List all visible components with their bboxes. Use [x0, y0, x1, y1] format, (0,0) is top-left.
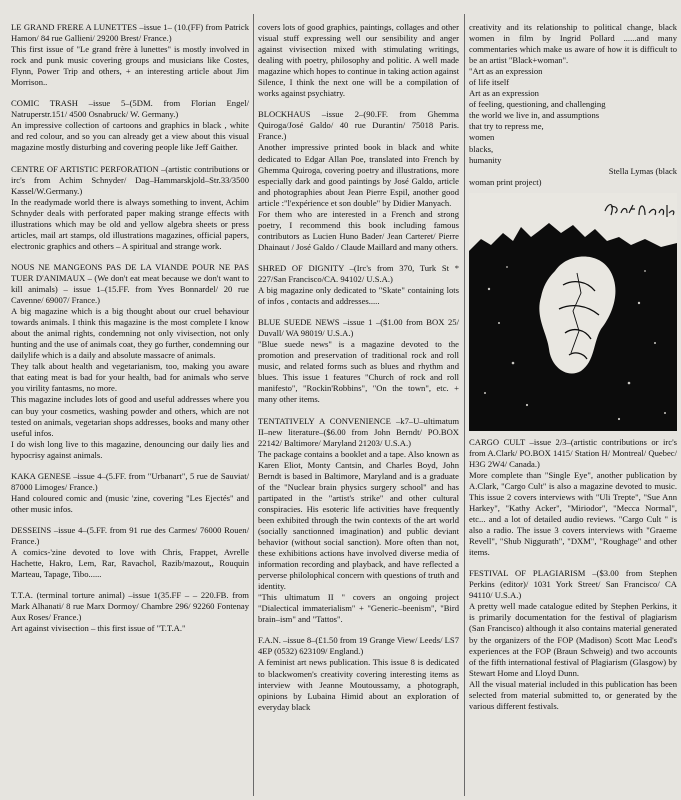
review-fan-continued — [469, 22, 677, 66]
review-heading: CENTRE OF ARTISTIC PERFORATION –(artistic contributions or irc's from Achim Schnyder/ Dag–Hammarskjold–Str.33/3500 Kassel/W.Germany.) — [11, 163, 249, 196]
review-paragraph: "This ultimatum II " covers an ongoing project "Dialectical immaterialism" + "Generic–beenism", "Bird brain–ism" and "Tattos". — [258, 592, 459, 625]
review-paragraph: Art against vivisection – this first issue of "T.T.A." — [11, 623, 186, 634]
review-paragraph: covers lots of good graphics, paintings, collages and other visual stuff expressing well our sensibility and anger against vivisection mixed with stimulating writings, dealing with poetry, philosophy and politic. A well made magazine which hopes to continue in taking action against Silence, I think the next one will be a compilation of works against psychiatry. — [258, 22, 459, 99]
review-paragraph: A comics-'zine devoted to love with Chris, Frappet, Avrelle Hachette, Hakro, Lem, Rar, Ravachol, Razib/mazout,, Rouquin Marteau, Tapage, Tibo...... — [11, 547, 249, 580]
review-heading: FESTIVAL OF PLAGIARISM –($3.00 from Stephen Perkins (editor)/ 1031 York Street/ San Francisco/ CA 94110/ U.S.A.) — [469, 568, 677, 601]
review-paragraph: A big magazine which is a big thought about our cruel behaviour towards animals. I think this magazine is the most complete I know about the animal rights, condemning not only vivisection, not only hunting and the use of animals coat, they go further, condemning our dailylife which is a daily and absolute massacre of animals. — [11, 306, 249, 361]
review-heading: DESSEINS –issue 4–(5.FF. from 91 rue des Carmes/ 76000 Rouen/ France.) — [11, 524, 249, 546]
review-kaka — [11, 471, 249, 515]
review-blue-suede — [258, 317, 459, 405]
review-paragraph: A big magazine only dedicated to "Skate" containing lots of infos , contacts and addresses..... — [258, 285, 459, 307]
review-paragraph: For them who are interested in a French and strong poetry, I recommend this book including famous contributors as Lucien Huno Bader/ Jean Carteret/ Pierre Dhainaut / José Galdo / Claude Maillard and many others. — [258, 208, 459, 252]
review-paragraph: More complete than "Single Eye", another publication by A.Clark, "Cargo Cult" is also a magazine devoted to music. This issue 2 covers interviews with "Uli Trepte", "Sue Ann Harkey", "Kathy Acker", "Miriodor", "Mecca Normal", etc... and a lot of detailed audio reviews. "Cargo Cult " is also a radio. The issue 3 covers interviews with "Graeme Revell", "Shub Niggurath", "DXM", "Roughage" and other items. — [469, 469, 677, 558]
review-heading: NOUS NE MANGEONS PAS DE LA VIANDE POUR NE PAS TUER D'ANIMAUX – (We don't eat meat because we don't want to kill animals) – issue 1–(15.FF. from Yves Bonnardel/ 20 rue Cavenne/ 69007/ France.) — [11, 261, 249, 306]
review-paragraph: I do wish long live to this magazine, denouncing our daily lies and hypocrisy against animals. — [11, 438, 249, 460]
review-heading: F.A.N. –issue 8–(£1.50 from 19 Grange View/ Leeds/ LS7 4EP (0532) 623109/ England.) — [258, 635, 459, 657]
review-heading: BLUE SUEDE NEWS –issue 1 –($1.00 from BOX 25/ Duvall/ WA 98019/ U.S.A.) — [258, 317, 459, 339]
review-heading: BLOCKHAUS –issue 2–(90.FF. from Ghemma Quiroga/José Galdo/ 40 rue Durantin/ 75018 Paris. France.) — [258, 109, 459, 142]
review-perforation — [11, 164, 249, 252]
review-paragraph: The package contains a booklet and a tape. Also known as Karen Eliot, Monty Cantsin, and Charles Boyd, John Berndt is based in Baltimore, Maryland and is a graduate of the "Nuclear brain physics surgery school" and has partipated in the "artist's strike" and other cultural conspiracies. His esoteric life activities have frequently been exhibited through the twin contexts of the art world (socially sanctionned imagination) and public deviant behavior (without social sanction). More often than not, these exhibitions actions have involved diverse media of information recording and playback, and have reflected a perverse philolophical concern with questions of truth and identity. — [258, 448, 459, 592]
review-heading: COMIC TRASH –issue 5–(5DM. from Florian Engel/ Natruperstr.151/ 4500 Osnabruck/ W. Germany.) — [11, 98, 249, 120]
column-right — [469, 22, 677, 722]
review-animaux — [11, 262, 249, 461]
review-desseins — [11, 525, 249, 580]
artwork-illustration — [469, 193, 677, 431]
review-tta-cont — [258, 22, 459, 99]
review-blockhaus — [258, 109, 459, 253]
review-heading: CARGO CULT –issue 2/3–(artistic contributions or irc's from A.Clark/ PO.BOX 1415/ Station H/ Montreal/ Quebec/ H3G 2W4/ Canada.) — [469, 436, 677, 469]
review-comic-trash — [11, 98, 249, 153]
review-paragraph: This first issue of "Le grand frère à lunettes" is mostly involved in rock and punk music covering groups and musicians like Costes, Flynn, Power Trip and others, + an interesting article about Jim Morrison.. — [11, 44, 249, 88]
review-paragraph: Another impressive printed book in black and white dedicated to Edgar Allan Poe, translated into French by Ghemma Quiroga, covering poetry and illustrations, more especially dark and good paintings by José Galdo, article and photographies about Jean Pierre Espil, another good article :"l'expérience et son double" by Didier Manyach. — [258, 142, 459, 208]
review-paragraph: A feminist art news publication. This issue 8 is dedicated to blackwomen's creativity covering interesting items as interview with Jeanne Moutoussamy, a photograph, opinions by Lubaina Himid about an exploration of everyday black — [258, 657, 459, 712]
poem-line: humanity — [469, 154, 502, 165]
review-shred — [258, 263, 459, 307]
column-divider — [464, 14, 465, 796]
poem-line: that try to repress me, — [469, 121, 544, 132]
column-left — [11, 22, 249, 644]
poem-line: of life itself — [469, 77, 510, 88]
poem-line: "Art as an expression — [469, 66, 543, 77]
review-heading: TENTATIVELY A CONVENIENCE –k7–U–ultimatum II–new literature–($6.00 from John Berndt/ PO.BOX 22142/ Baltimore/ Maryland 21203/ U.S.A.) — [258, 415, 459, 448]
review-cargo-cult — [469, 437, 677, 559]
review-paragraph: A pretty well made catalogue edited by Stephen Perkins, it is primarily documentation for the festival of plagiarism (San Francisco) although it also contains material generated by the organizers of the FOP (Madison) Scott Mac Leod's experiences at the FOP (Braun Schweig) and two accounts of the fifth international festival of Plagiarism (Glasgow) by Stewart Home and Lloyd Dunn. — [469, 601, 677, 678]
review-fan — [258, 635, 459, 712]
review-heading: LE GRAND FRERE A LUNETTES –issue 1– (10.(FF) from Patrick Hamon/ 84 rue Gallieni/ 29200 Brest/ France.) — [11, 22, 249, 44]
review-paragraph: creativity and its relationship to political change, black women in film by Ingrid Pollard ......and many commentaries which make us aware of how it is difficult to be an artist "Black+woman". — [469, 22, 677, 66]
review-plagiarism — [469, 568, 677, 712]
review-heading: T.T.A. (terminal torture animal) –issue 1(35.FF – – 220.FB. from Mark Alhanati/ 8 rue Marx Dormoy/ Chambre 296/ 92260 Fontenay Aux Roses/ France.) — [11, 590, 249, 623]
review-tta — [11, 590, 249, 634]
review-paragraph: An impressive collection of cartoons and graphics in black , white and red colour, and so you can already get a view about this visual magazine mostly disturbing and covering people like Jeff Gaither. — [11, 120, 249, 153]
review-lunettes — [11, 22, 249, 88]
column-middle — [258, 22, 459, 723]
poem-line: of feeling, questioning, and challenging — [469, 99, 606, 110]
review-paragraph: "Blue suede news" is a magazine devoted to the promotion and preservation of traditional rock and roll music, and related forms such as blues and rhythm and blues. This issue 1 features "Church of rock and roll manifesto", "Rockin'Robbins", "On the town", etc. + many other items. — [258, 339, 459, 405]
poem-quote — [469, 66, 677, 188]
column-divider — [253, 14, 254, 796]
poem-line: Art as an expression — [469, 88, 539, 99]
poem-line: the world we live in, and assumptions — [469, 110, 600, 121]
poem-credit-continued: woman print project) — [469, 176, 542, 187]
review-paragraph: This magazine includes lots of good and useful addresses where you can buy your cosmetics, washing powder and others, which are not tested on animals, vegetarian shops addresses, books and many other useful infos. — [11, 394, 249, 438]
poem-credit: Stella Lymas (black — [608, 165, 677, 176]
review-heading: KAKA GENESE –issue 4–(5.FF. from "Urbanart", 5 rue de Sauviat/ 87000 Limoges/ France.) — [11, 470, 249, 492]
review-tentatively — [258, 416, 459, 626]
review-paragraph: Hand coloured comic and (music 'zine, covering "Les Ejectés" and other music infos. — [11, 492, 249, 514]
poem-line: blacks, — [469, 143, 494, 154]
review-paragraph: All the visual material included in this publication has been selected from material submitted to, or generated by the various different festivals. — [469, 678, 677, 711]
review-heading: SHRED OF DIGNITY –(Irc's from 370, Turk St * 227/San Francisco/CA. 94102/ U.S.A.) — [258, 262, 459, 284]
review-paragraph: They talk about health and vegetarianism, too, making you aware that eating meat is bad for your health, bad for animals who serve you virility fantasms, no more. — [11, 361, 249, 394]
review-paragraph: In the readymade world there is always something to invent, Achim Schnyder deals with perforated paper making strange effects with illustrations which may be old and yellow algebra sheets or press articles, mail art stamps, old illustrations magazines, official papers, electronic graphics and others – A spiritual and strange work. — [11, 196, 249, 251]
poem-line: women — [469, 132, 495, 143]
artwork-svg — [469, 193, 677, 431]
